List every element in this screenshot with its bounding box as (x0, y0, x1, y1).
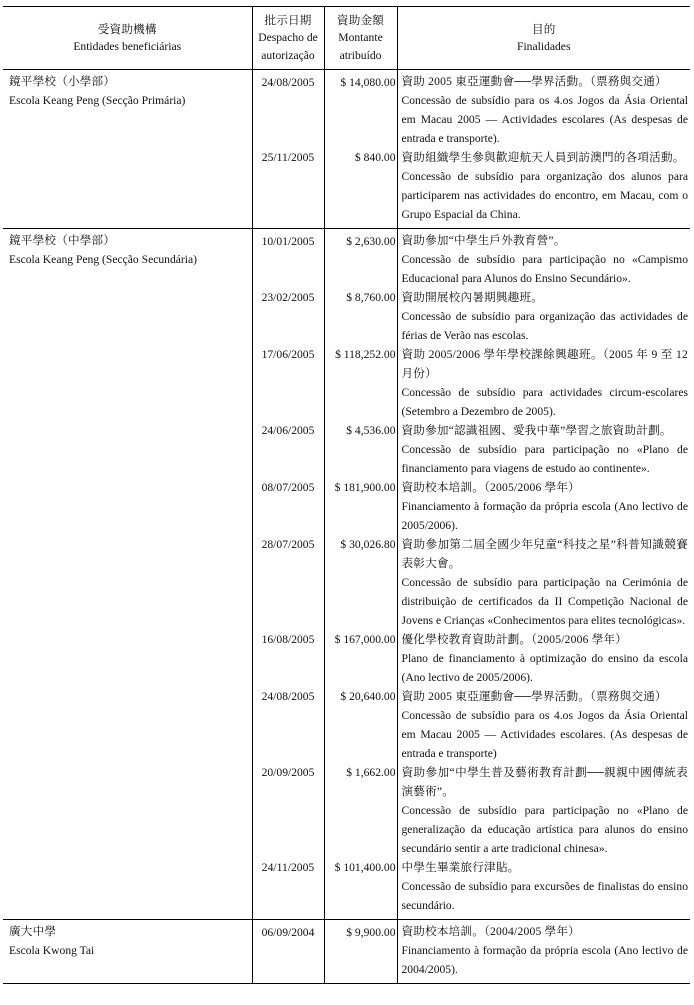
entity-name-zh: 鏡平學校（中學部） (9, 234, 116, 247)
purpose-item (402, 858, 689, 915)
purpose-pt: Concessão de subsídio para organização dos alunos para participarem nas actividades do encontro, em Macau, com o Grupo Espacial da China. (401, 170, 688, 221)
approval-date: 24/08/2005 (261, 690, 315, 703)
purpose-pt: Concessão de subsídio para participação no «Plano de generalização da educação artística para alunos do ensino secundário sentir a arte tradicional chinesa». (401, 804, 688, 855)
entity-cell (3, 920, 252, 984)
amount-value: $ 2,630.00 (346, 234, 396, 248)
header-amount: 資助金額 Montante atribuído (324, 7, 397, 70)
purpose-zh: 中學生畢業旅行津貼。 (401, 861, 520, 874)
amount-value: $ 1,662.00 (346, 766, 396, 779)
amount-value: $ 14,080.00 (340, 75, 396, 89)
amount-value: $ 118,252.00 (335, 348, 396, 361)
purpose-pt: Concessão de subsídio para os 4.os Jogos da Ásia Oriental em Macau 2005 — Actividades escolares (As despesas de entrada e transporte). (401, 94, 688, 145)
approval-date: 08/07/2005 (261, 481, 315, 494)
approval-date: 24/06/2005 (261, 424, 315, 437)
entity-name-zh: 鏡平學校（小學部） (9, 75, 116, 88)
purpose-zh: 資助組織學生參與歡迎航天人員到訪澳門的各項活動。 (401, 151, 685, 164)
entity-name-pt: Escola Keang Peng (Secção Secundária) (9, 253, 197, 266)
amount-cell (324, 70, 397, 229)
table-row (3, 229, 690, 920)
purpose-zh: 資助 2005 東亞運動會──學界活動。（票務與交通） (401, 690, 667, 703)
purpose-pt: Concessão de subsídio para organização das actividades de férias de Verão nas escolas. (401, 310, 688, 342)
amount-value: $ 181,900.00 (334, 481, 396, 494)
purpose-item (402, 687, 689, 763)
table-body (3, 70, 690, 984)
purpose-pt: Plano de financiamento à optimização do ensino da escola (Ano lectivo de 2005/2006). (401, 652, 688, 684)
purpose-item (402, 535, 689, 630)
amount-value: $ 30,026.80 (340, 538, 396, 551)
approval-date: 24/08/2005 (261, 75, 315, 89)
purpose-item (402, 345, 689, 421)
approval-date: 06/09/2004 (261, 925, 315, 939)
purpose-pt: Concessão de subsídio para participação no «Campismo Educacional para Alunos do Ensino Secundário». (401, 253, 688, 285)
purpose-item (402, 630, 689, 687)
amount-cell (324, 920, 397, 984)
purpose-pt: Financiamento à formação da própria escola (Ano lectivo de 2004/2005). (401, 944, 688, 976)
amount-cell (324, 229, 397, 920)
purpose-pt: Financiamento à formação da própria escola (Ano lectivo de 2005/2006). (401, 500, 688, 532)
entity-name-pt: Escola Kwong Tai (9, 944, 95, 957)
header-purpose: 目的 Finalidades (397, 7, 690, 70)
date-cell (252, 920, 324, 984)
approval-date: 16/08/2005 (261, 633, 315, 646)
purpose-cell (397, 920, 690, 984)
purpose-cell (397, 229, 690, 920)
approval-date: 24/11/2005 (261, 861, 315, 874)
purpose-item (402, 763, 689, 858)
purpose-pt: Concessão de subsídio para participação na Cerimónia de distribuição de certificados da II Competição Nacional de Jovens e Crianças «Conhecimentos para elites tecnológicas». (401, 576, 688, 627)
date-cell (252, 229, 324, 920)
purpose-pt: Concessão de subsídio para participação no «Plano de financiamento para viagens de estudo ao continente». (401, 443, 688, 475)
purpose-zh: 資助參加第二屆全國少年兒童“科技之星”科普知識競賽表彰大會。 (401, 538, 688, 570)
purpose-item (402, 72, 689, 148)
amount-value: $ 8,760.00 (346, 291, 396, 304)
date-cell (252, 70, 324, 229)
purpose-item (402, 231, 689, 288)
purpose-item (402, 288, 689, 345)
table-row (3, 70, 690, 229)
header-entity: 受資助機構 Entidades beneficiárias (3, 7, 252, 70)
purpose-zh: 資助 2005 東亞運動會──學界活動。（票務與交通） (401, 75, 667, 88)
entity-cell (3, 70, 252, 229)
subsidy-table (3, 6, 690, 984)
purpose-cell (397, 70, 690, 229)
amount-value: $ 4,536.00 (346, 424, 396, 437)
entity-cell (3, 229, 252, 920)
purpose-zh: 資助開展校內暑期興趣班。 (401, 291, 544, 304)
approval-date: 25/11/2005 (261, 151, 315, 164)
purpose-item (402, 421, 689, 478)
purpose-zh: 資助參加“中學生普及藝術教育計劃──親親中國傳統表演藝術”。 (401, 766, 688, 798)
purpose-zh: 資助校本培訓。（2005/2006 學年） (401, 481, 580, 494)
purpose-zh: 資助參加“認識祖國、愛我中華”學習之旅資助計劃。 (401, 424, 672, 437)
amount-value: $ 840.00 (354, 151, 396, 164)
purpose-pt: Concessão de subsídio para excursões de finalistas do ensino secundário. (401, 880, 688, 912)
entity-name-zh: 廣大中學 (9, 925, 57, 938)
purpose-item (402, 478, 689, 535)
table-header-row (3, 7, 690, 70)
approval-date: 23/02/2005 (261, 291, 315, 304)
purpose-pt: Concessão de subsídio para os 4.os Jogos da Ásia Oriental em Macau 2005 — Actividades escolares. (As despesas de entrada e transporte) (401, 709, 688, 760)
table-row (3, 920, 690, 984)
purpose-zh: 資助校本培訓。（2004/2005 學年） (401, 925, 580, 938)
amount-value: $ 167,000.00 (334, 633, 396, 646)
purpose-item (402, 148, 689, 224)
purpose-zh: 資助 2005/2006 學年學校課餘興趣班。（2005 年 9 至 12 月份） (401, 348, 688, 380)
approval-date: 17/06/2005 (261, 348, 315, 361)
entity-name-pt: Escola Keang Peng (Secção Primária) (9, 94, 186, 107)
approval-date: 20/09/2005 (261, 766, 315, 779)
approval-date: 28/07/2005 (261, 538, 315, 551)
purpose-pt: Concessão de subsídio para actividades circum-escolares (Setembro a Dezembro de 2005). (401, 386, 688, 418)
purpose-zh: 資助參加“中學生戶外教育營”。 (401, 234, 566, 247)
amount-value: $ 101,400.00 (334, 861, 396, 874)
purpose-zh: 優化學校教育資助計劃。（2005/2006 學年） (401, 633, 628, 646)
approval-date: 10/01/2005 (261, 234, 315, 248)
header-date: 批示日期 Despacho de autorização (252, 7, 324, 70)
purpose-item (402, 922, 689, 979)
amount-value: $ 20,640.00 (340, 690, 396, 703)
amount-value: $ 9,900.00 (346, 925, 396, 939)
